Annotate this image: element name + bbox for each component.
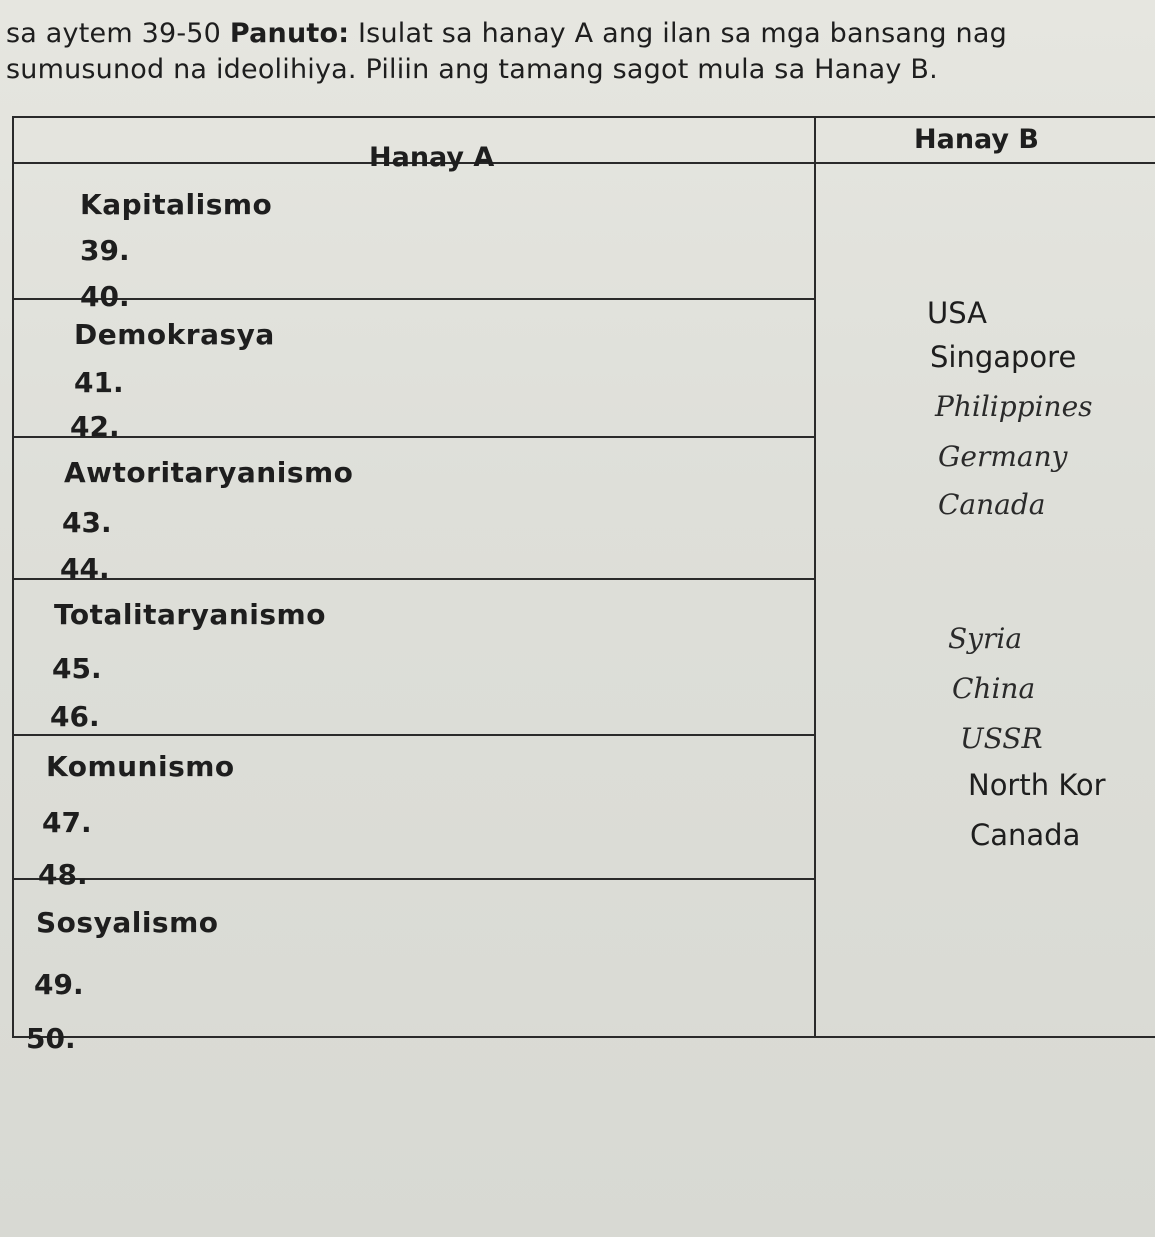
hanay-b-item-handwritten: China xyxy=(952,672,1036,705)
row-divider xyxy=(14,298,814,300)
answer-table xyxy=(12,116,1155,1038)
hanay-b-item: Singapore xyxy=(930,340,1077,374)
item-number: 48. xyxy=(38,858,88,891)
item-number: 46. xyxy=(50,700,100,733)
header-divider xyxy=(14,162,1155,164)
hanay-b-item: USA xyxy=(927,296,988,330)
category-totalitaryanismo: Totalitaryanismo xyxy=(54,598,326,631)
column-divider xyxy=(814,118,816,1036)
item-number: 41. xyxy=(74,366,124,399)
item-number: 43. xyxy=(62,506,112,539)
hanay-b-item-handwritten: Germany xyxy=(938,440,1068,473)
category-demokrasya: Demokrasya xyxy=(74,318,275,351)
instruction-text: Isulat sa hanay A ang ilan sa mga bansang nag xyxy=(349,18,1007,49)
row-divider xyxy=(14,734,814,736)
hanay-b-item-handwritten: USSR xyxy=(960,722,1043,755)
instruction-label: Panuto: xyxy=(229,18,350,49)
item-number: 50. xyxy=(26,1022,76,1055)
row-divider xyxy=(14,878,814,880)
instruction-line-1 xyxy=(6,18,1007,49)
category-komunismo: Komunismo xyxy=(46,750,235,783)
item-number: 39. xyxy=(80,234,130,267)
item-number: 45. xyxy=(52,652,102,685)
instruction-prefix: sa aytem 39-50 xyxy=(6,18,230,49)
row-divider xyxy=(14,436,814,438)
row-divider xyxy=(14,578,814,580)
category-kapitalismo: Kapitalismo xyxy=(80,188,273,221)
hanay-a-header: Hanay A xyxy=(369,142,495,173)
hanay-b-item: Canada xyxy=(970,818,1081,852)
instruction-line-2: sumusunod na ideolihiya. Piliin ang tamang sagot mula sa Hanay B. xyxy=(6,54,938,85)
category-sosyalismo: Sosyalismo xyxy=(36,906,219,939)
hanay-b-item: North Kor xyxy=(968,768,1106,802)
hanay-b-item-handwritten: Philippines xyxy=(935,390,1093,423)
hanay-b-item-handwritten: Syria xyxy=(948,622,1023,655)
item-number: 47. xyxy=(42,806,92,839)
hanay-b-header: Hanay B xyxy=(914,124,1040,155)
item-number: 49. xyxy=(34,968,84,1001)
category-awtoritaryanismo: Awtoritaryanismo xyxy=(64,456,354,489)
item-number: 42. xyxy=(70,410,120,443)
item-number: 44. xyxy=(60,552,110,585)
hanay-b-item-handwritten: Canada xyxy=(938,488,1046,521)
item-number: 40. xyxy=(80,280,130,313)
